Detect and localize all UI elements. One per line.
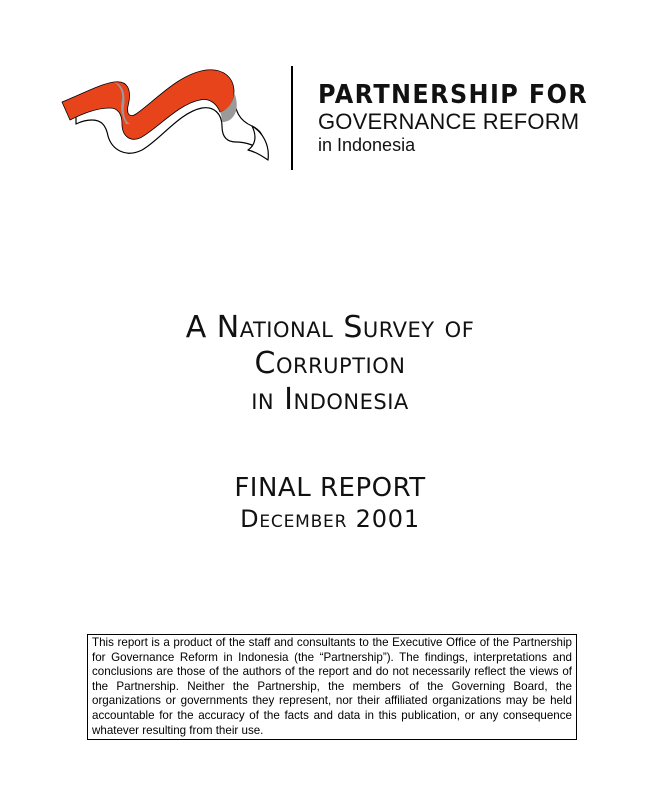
report-date: December 2001 — [240, 505, 420, 533]
logo-divider-line — [291, 66, 293, 170]
report-title-line1: A National Survey of — [185, 310, 475, 345]
report-title-line3: in Indonesia — [251, 382, 409, 417]
org-name-line3: in Indonesia — [318, 135, 416, 155]
report-type-and-date — [0, 472, 660, 534]
org-name-line2: GOVERNANCE REFORM — [318, 109, 580, 134]
report-type-label: FINAL REPORT — [234, 473, 426, 503]
disclaimer-box: This report is a product of the staff and consultants to the Executive Office of the Partnership for Governance Reform in Indonesia (the “Partnership”). The findings, interpretations and conclusions are those of the authors of the report and do not necessarily reflect the views of the Partnership. Neither the Partnership, the members of the Governing Board, the organizations or governments they represent, nor their affiliated organizations may be held accountable for the accuracy of the facts and data in this publication, or any consequence whatever resulting from their use. — [87, 634, 577, 740]
report-title — [0, 310, 660, 418]
org-name-line1: PARTNERSHIP FOR — [318, 80, 589, 110]
report-title-line2: Corruption — [254, 346, 406, 381]
ribbon-flag-logo — [56, 66, 276, 166]
organization-name — [318, 80, 648, 156]
